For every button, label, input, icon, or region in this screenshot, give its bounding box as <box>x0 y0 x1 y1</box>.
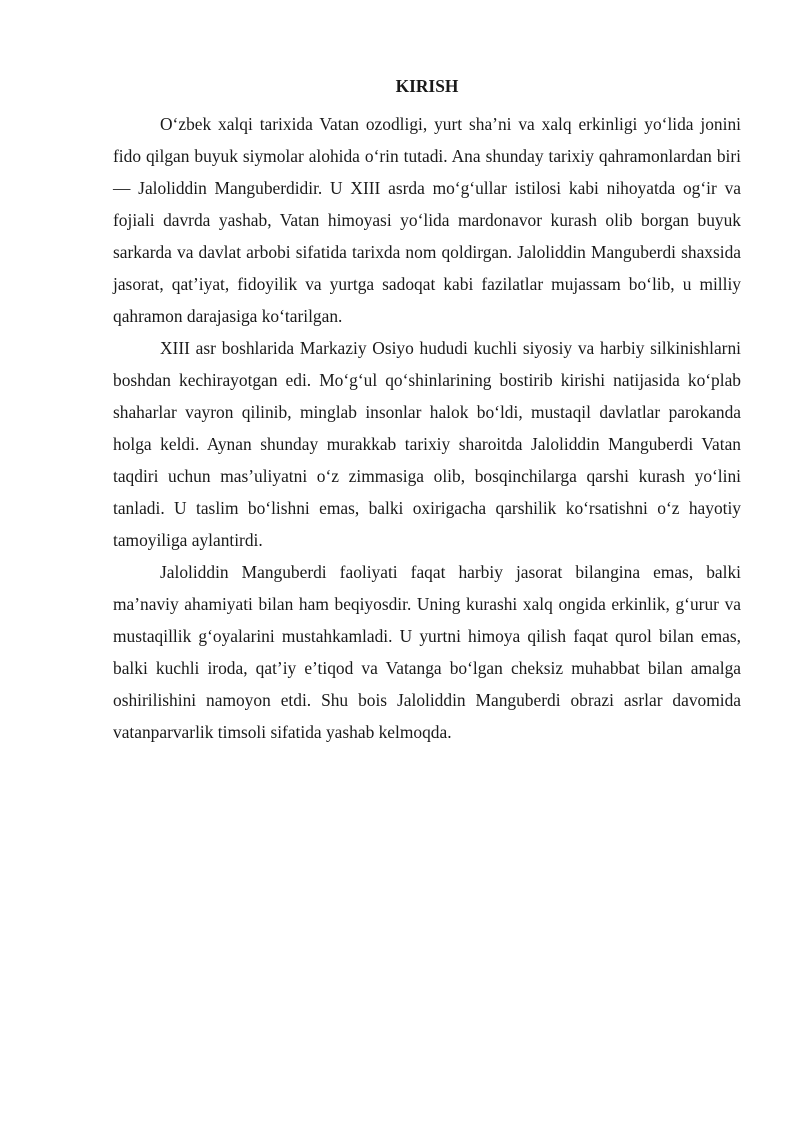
paragraph-3: Jaloliddin Manguberdi faoliyati faqat harbiy jasorat bilangina emas, balki ma’naviy ahamiyati bilan ham beqiyosdir. Uning kurashi xalq ongida erkinlik, g‘urur va mustaqillik g‘oyalarini mustahkamladi. U yurtni himoya qilish faqat qurol bilan emas, balki kuchli iroda, qat’iy e’tiqod va Vatanga bo‘lgan cheksiz muhabbat bilan amalga oshirilishini namoyon etdi. Shu bois Jaloliddin Manguberdi obrazi asrlar davomida vatanparvarlik timsoli sifatida yashab kelmoqda. <box>113 562 741 742</box>
paragraph-1: O‘zbek xalqi tarixida Vatan ozodligi, yurt sha’ni va xalq erkinligi yo‘lida jonini fido qilgan buyuk siymolar alohida o‘rin tutadi. Ana shunday tarixiy qahramonlardan biri — Jaloliddin Manguberdidir. U XIII asrda mo‘g‘ullar istilosi kabi nihoyatda og‘ir va fojiali davrda yashab, Vatan himoyasi yo‘lida mardonavor kurash olib borgan buyuk sarkarda va davlat arbobi sifatida tarixda nom qoldirgan. Jaloliddin Manguberdi shaxsida jasorat, qat’iyat, fidoyilik va yurtga sadoqat kabi fazilatlar mujassam bo‘lib, u milliy qahramon darajasiga ko‘tarilgan. <box>113 114 741 326</box>
paragraph-2: XIII asr boshlarida Markaziy Osiyo hududi kuchli siyosiy va harbiy silkinishlarni boshdan kechirayotgan edi. Mo‘g‘ul qo‘shinlarining bostirib kirishi natijasida ko‘plab shaharlar vayron qilinib, minglab insonlar halok bo‘ldi, mustaqil davlatlar parokanda holga keldi. Aynan shunday murakkab tarixiy sharoitda Jaloliddin Manguberdi Vatan taqdiri uchun mas’uliyatni o‘z zimmasiga olib, bosqinchilarga qarshi kurash yo‘lini tanladi. U taslim bo‘lishni emas, balki oxirigacha qarshilik ko‘rsatishni o‘z hayotiy tamoyiliga aylantirdi. <box>113 338 741 550</box>
section-title: KIRISH <box>395 76 459 96</box>
document-page <box>113 76 741 748</box>
